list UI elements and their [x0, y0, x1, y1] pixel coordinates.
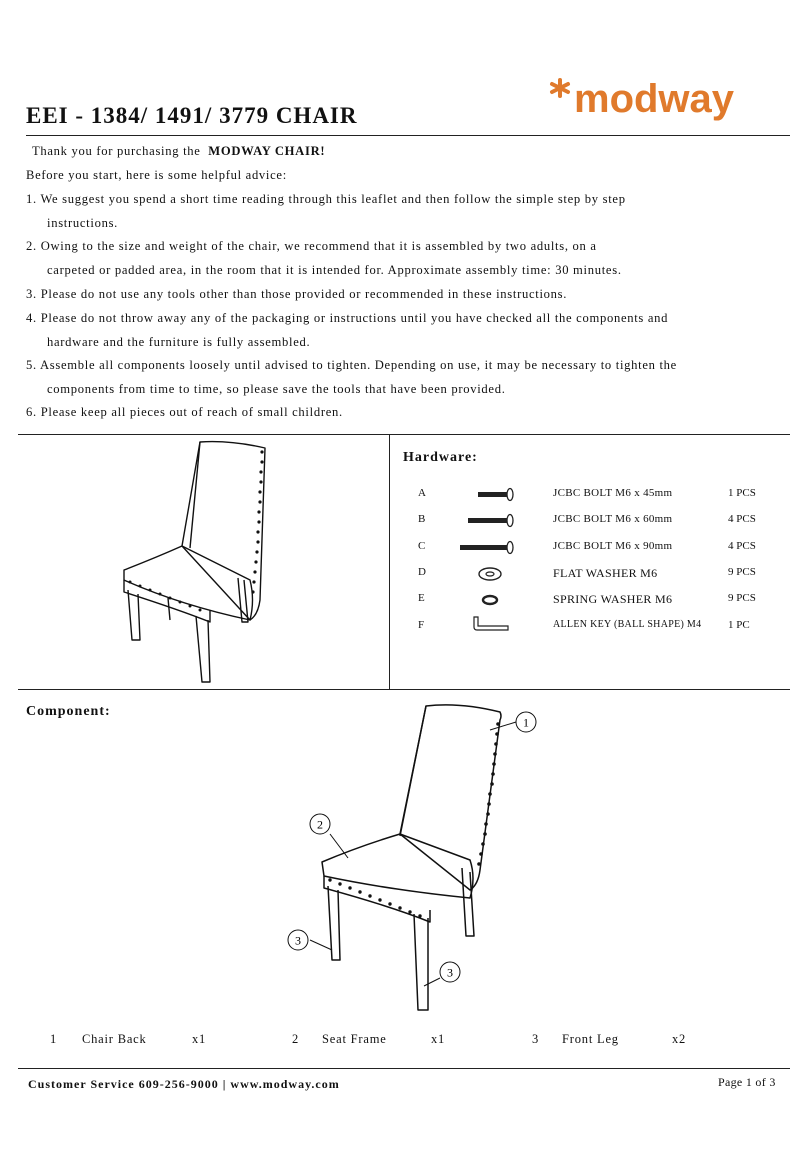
hardware-desc: ALLEN KEY (BALL SHAPE) M4 — [553, 619, 702, 630]
hardware-row-a — [418, 487, 798, 507]
part-name: Front Leg — [562, 1032, 619, 1046]
svg-text:2: 2 — [317, 817, 323, 832]
part-name: Seat Frame — [322, 1032, 387, 1046]
hardware-heading: Hardware: — [403, 450, 478, 465]
hardware-desc: SPRING WASHER M6 — [553, 592, 673, 606]
hardware-qty: 9 PCS — [728, 566, 756, 578]
part-name: Chair Back — [82, 1032, 147, 1046]
modway-logo — [548, 74, 763, 132]
advice-line: 6. Please keep all pieces out of reach of small children. — [26, 405, 343, 419]
logo-wordmark: modway — [574, 77, 735, 121]
svg-text:3: 3 — [295, 933, 301, 948]
advice-line: 1. We suggest you spend a short time reading through this leaflet and then follow the simple step by step — [26, 192, 626, 206]
svg-text:3: 3 — [447, 965, 453, 980]
hardware-qty: 1 PC — [728, 619, 750, 631]
hardware-desc: JCBC BOLT M6 x 90mm — [553, 540, 673, 552]
parts-list — [0, 1032, 808, 1050]
hardware-letter: B — [418, 513, 426, 525]
hardware-desc: FLAT WASHER M6 — [553, 566, 658, 580]
hardware-qty: 9 PCS — [728, 592, 756, 604]
hardware-letter: C — [418, 540, 426, 552]
intro-before-start: Before you start, here is some helpful advice: — [26, 168, 287, 182]
callout-3-right — [440, 962, 460, 982]
advice-line: instructions. — [47, 216, 119, 230]
part-qty: x1 — [431, 1032, 446, 1046]
component-diagram — [280, 700, 540, 1020]
box-divider — [389, 434, 390, 689]
customer-service — [28, 1077, 340, 1092]
flat-washer-icon — [468, 564, 518, 584]
short-bolt-icon — [468, 485, 518, 505]
hardware-row-d — [418, 566, 798, 586]
header-divider — [26, 135, 790, 136]
hardware-qty: 4 PCS — [728, 513, 756, 525]
hardware-qty: 1 PCS — [728, 487, 756, 499]
long-bolt-icon — [468, 538, 518, 558]
advice-line: 2. Owing to the size and weight of the chair, we recommend that it is assembled by two adults, on a — [26, 239, 597, 253]
hardware-row-c — [418, 540, 798, 560]
hardware-letter: E — [418, 592, 425, 604]
part-qty: x2 — [672, 1032, 687, 1046]
document-title: EEI - 1384/ 1491/ 3779 CHAIR — [26, 103, 358, 128]
advice-line: 4. Please do not throw away any of the packaging or instructions until you have checked all the components and — [26, 311, 669, 325]
advice-line: carpeted or padded area, in the room that it is intended for. Approximate assembly time: 30 minutes. — [47, 263, 622, 277]
hardware-letter: F — [418, 619, 425, 631]
intro-thanks: Thank you for purchasing the MODWAY CHAIR! — [32, 144, 326, 158]
hardware-qty: 4 PCS — [728, 540, 756, 552]
footer-divider — [18, 1068, 790, 1069]
callout-2 — [310, 814, 330, 834]
hardware-row-b — [418, 513, 798, 533]
chair-illustration — [110, 440, 280, 685]
advice-line: 3. Please do not use any tools other than those provided or recommended in these instructions. — [26, 287, 568, 301]
callout-3-left — [288, 930, 308, 950]
nailhead-trim — [328, 722, 500, 918]
part-number: 1 — [50, 1032, 58, 1046]
callout-1 — [516, 712, 536, 732]
hardware-letter: A — [418, 487, 426, 499]
spring-washer-icon — [468, 590, 518, 610]
box-top-rule — [18, 434, 790, 435]
advice-line: 5. Assemble all components loosely until advised to tighten. Depending on use, it may be necessary to tighten the — [26, 358, 677, 372]
part-number: 2 — [292, 1032, 300, 1046]
part-qty: x1 — [192, 1032, 207, 1046]
page-number: Page 1 of 3 — [718, 1075, 776, 1089]
hardware-desc: JCBC BOLT M6 x 45mm — [553, 487, 673, 499]
advice-line: hardware and the furniture is fully assembled. — [47, 335, 311, 349]
box-bottom-rule — [18, 689, 790, 690]
allen-key-icon — [468, 617, 518, 637]
medium-bolt-icon — [468, 511, 518, 531]
hardware-desc: JCBC BOLT M6 x 60mm — [553, 513, 673, 525]
advice-line: components from time to time, so please save the tools that have been provided. — [47, 382, 506, 396]
nailhead-trim — [129, 450, 264, 611]
part-number: 3 — [532, 1032, 540, 1046]
website-link[interactable]: www.modway.com — [230, 1077, 340, 1091]
hardware-row-e — [418, 592, 798, 612]
footer-separator: | — [222, 1077, 227, 1091]
hardware-row-f — [418, 619, 798, 639]
svg-text:1: 1 — [523, 715, 529, 730]
hardware-letter: D — [418, 566, 426, 578]
service-phone: Customer Service 609-256-9000 — [28, 1077, 219, 1091]
component-heading: Component: — [26, 704, 111, 719]
